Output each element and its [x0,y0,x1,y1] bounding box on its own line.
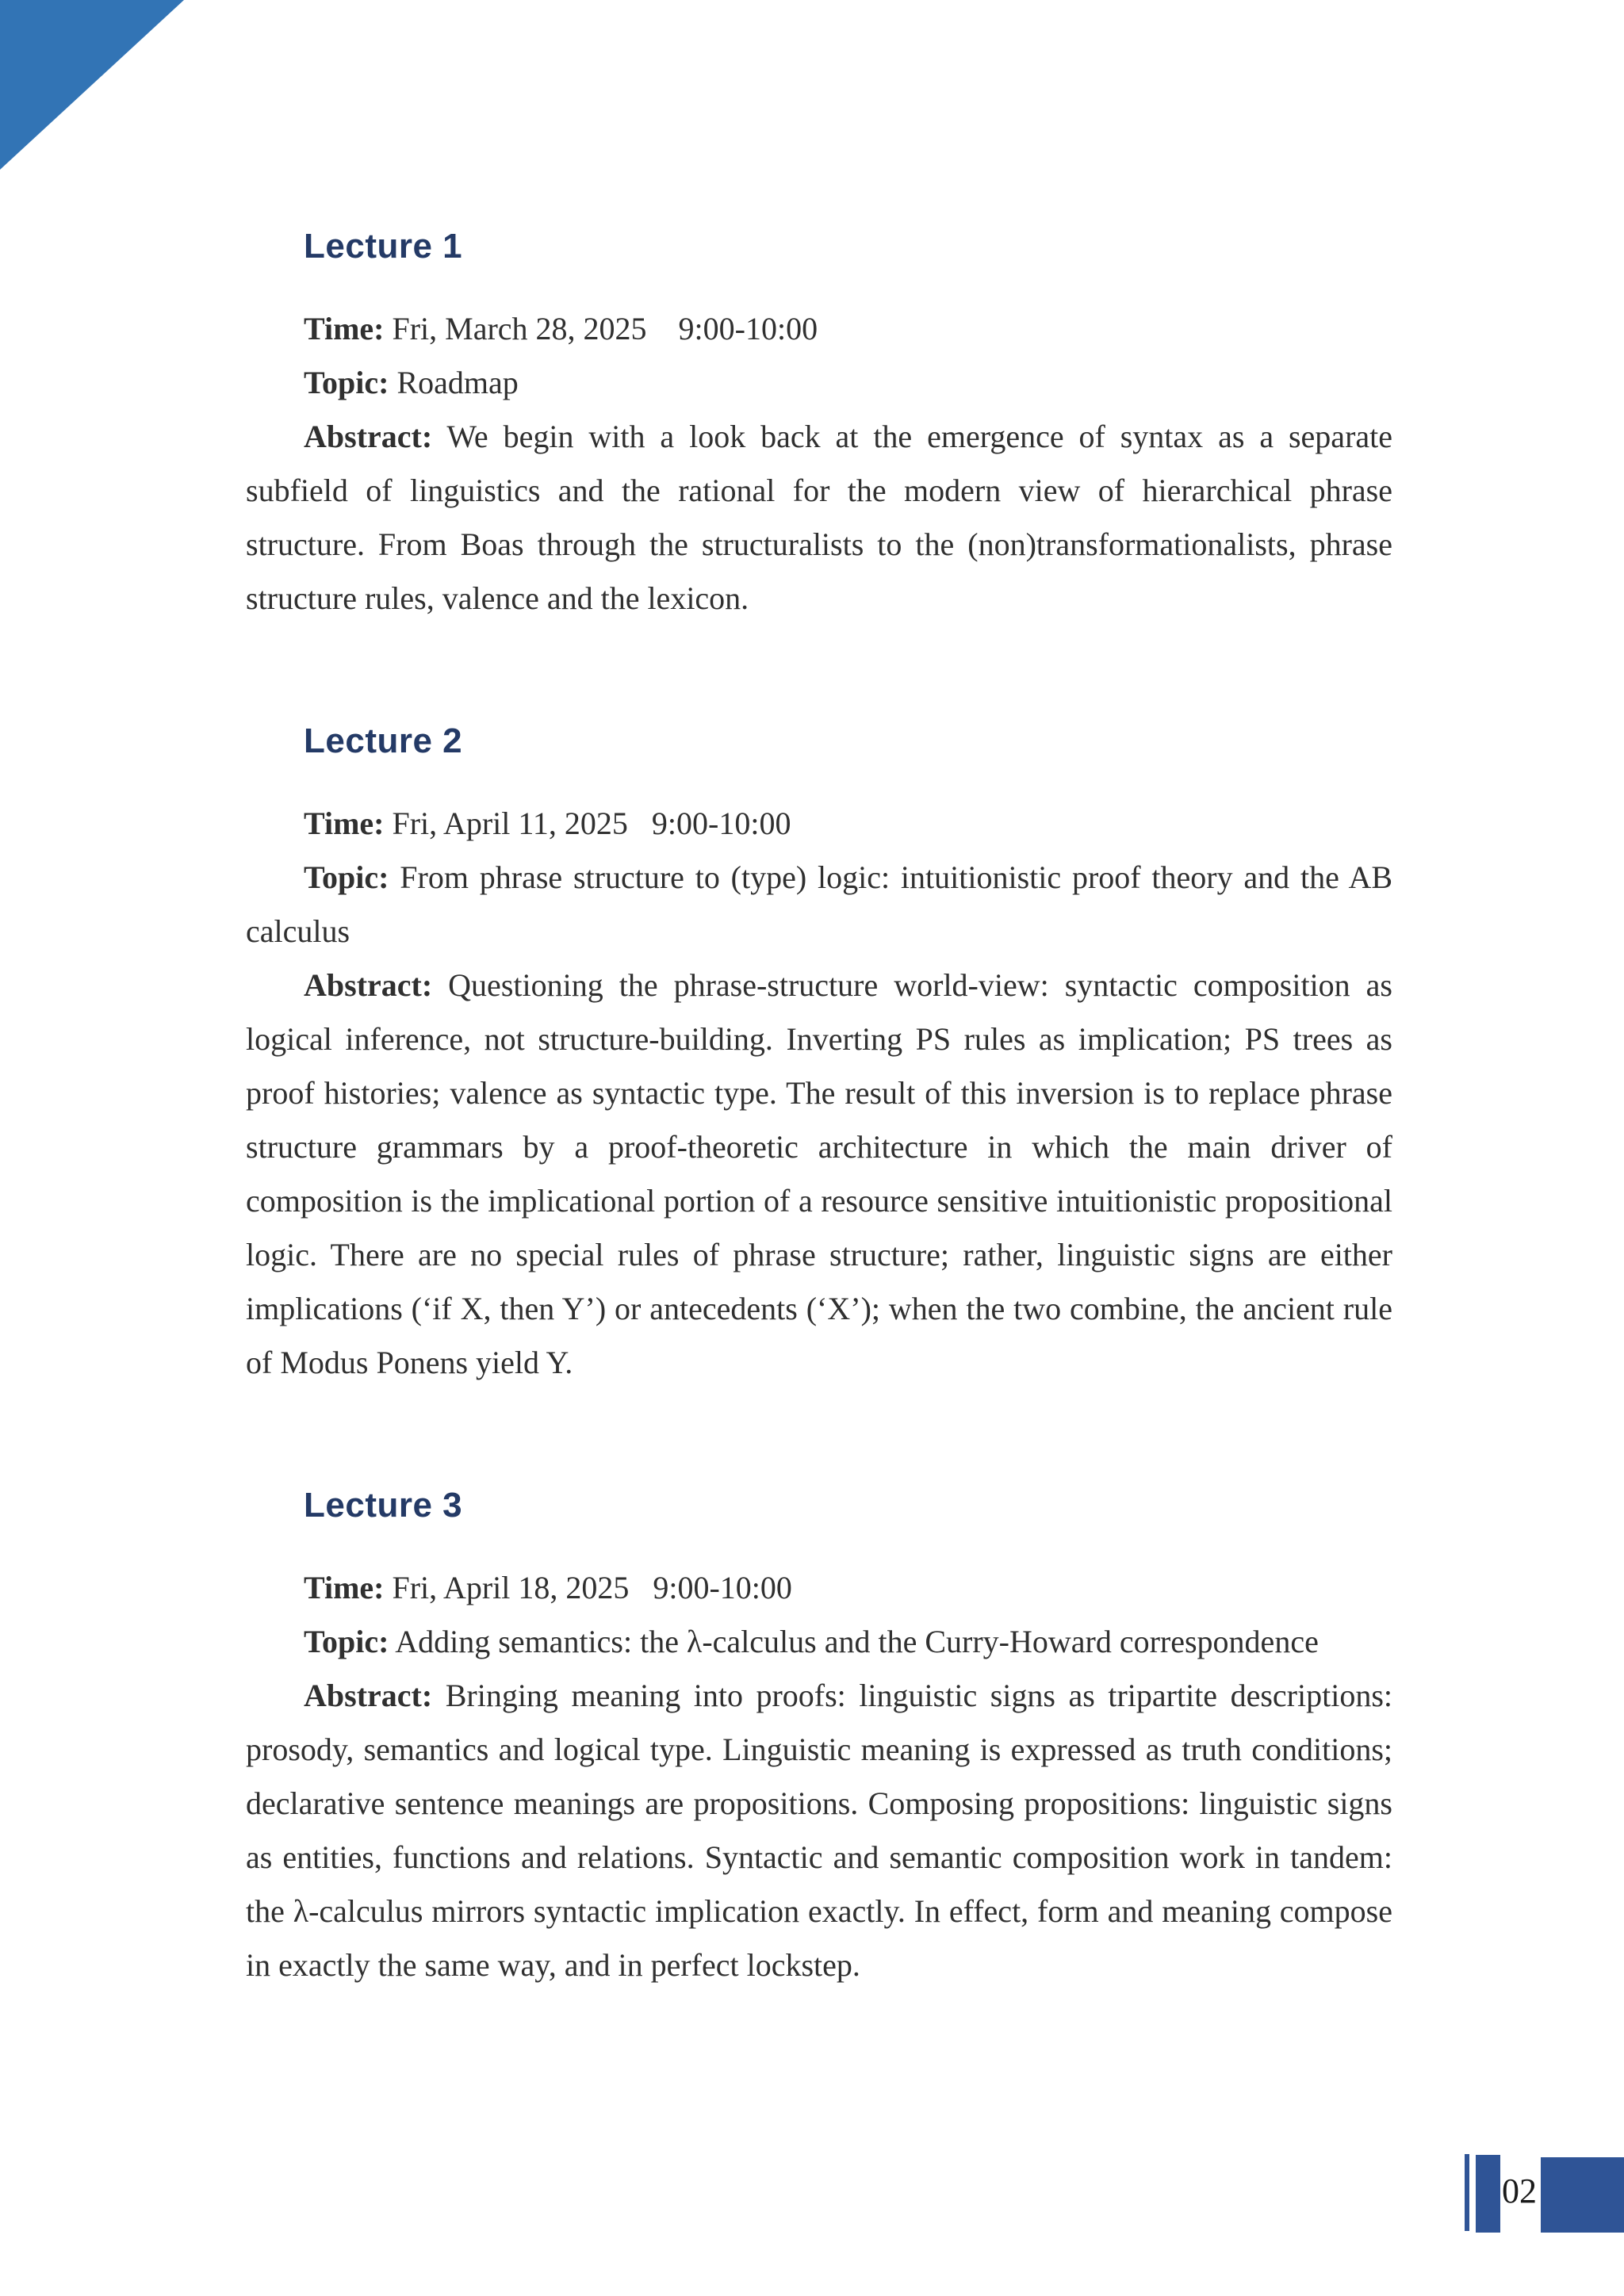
topic-label: Topic: [304,859,389,895]
page-number: 02 [1502,2172,1537,2210]
topic-paragraph [246,1615,1392,1669]
time-paragraph [246,797,1392,851]
footer-accent-rect [1541,2157,1624,2233]
abstract-paragraph [246,410,1392,626]
topic-value: Roadmap [396,365,519,400]
topic-paragraph [246,356,1392,410]
abstract-text: Questioning the phrase-structure world-view: syntactic composition as logical inference, not structure-building. Inverting PS rules as implication; PS trees as proof histories; valence as syntactic type. The result of this inversion is to replace phrase structure grammars by a proof-theoretic architecture in which the main driver of composition is the implicational portion of a resource sensitive intuitionistic propositional logic. There are no special rules of phrase structure; rather, linguistic signs are either implications (‘if X, then Y’) or antecedents (‘X’); when the two combine, the ancient rule of Modus Ponens yield Y. [246,967,1392,1380]
topic-label: Topic: [304,365,389,400]
abstract-label: Abstract: [304,1678,433,1713]
time-paragraph [246,1561,1392,1615]
abstract-text: Bringing meaning into proofs: linguistic signs as tripartite descriptions: prosody, semantics and logical type. Linguistic meaning is expressed as truth conditions; declarative sentence meanings are propositions. Composing propositions: linguistic signs as entities, functions and relations. Syntactic and semantic composition work in tandem: the λ-calculus mirrors syntactic implication exactly. In effect, form and meaning compose in exactly the same way, and in perfect lockstep. [246,1678,1393,1983]
topic-label: Topic: [304,1624,389,1659]
topic-paragraph [246,851,1392,959]
time-label: Time: [304,1570,385,1605]
time-label: Time: [304,311,385,346]
time-label: Time: [304,806,385,841]
footer-accent-thin-bar [1465,2154,1469,2231]
time-value: Fri, April 18, 2025 9:00-10:00 [392,1570,792,1605]
time-paragraph [246,302,1392,356]
abstract-paragraph [246,959,1392,1390]
corner-triangle-decoration [0,0,184,170]
section-title: Lecture 3 [304,1486,463,1525]
footer-accent-wide-bar [1476,2155,1500,2233]
lecture-section-3 [246,1483,1392,1992]
lecture-section-2 [246,719,1392,1390]
topic-value: From phrase structure to (type) logic: intuitionistic proof theory and the AB calculus [246,859,1393,949]
topic-value: Adding semantics: the λ-calculus and the Curry-Howard correspondence [395,1624,1319,1659]
lecture-section-1 [246,224,1392,626]
time-value: Fri, March 28, 2025 9:00-10:00 [392,311,818,346]
time-value: Fri, April 11, 2025 9:00-10:00 [392,806,791,841]
page-content [246,224,1392,1992]
section-title: Lecture 2 [304,721,463,760]
abstract-text: We begin with a look back at the emergence of syntax as a separate subfield of linguistics and the rational for the modern view of hierarchical phrase structure. From Boas through the structuralists to the (non)transformationalists, phrase structure rules, valence and the lexicon. [246,419,1393,616]
abstract-label: Abstract: [304,967,433,1003]
abstract-label: Abstract: [304,419,433,454]
abstract-paragraph [246,1669,1392,1992]
section-title: Lecture 1 [304,227,463,266]
